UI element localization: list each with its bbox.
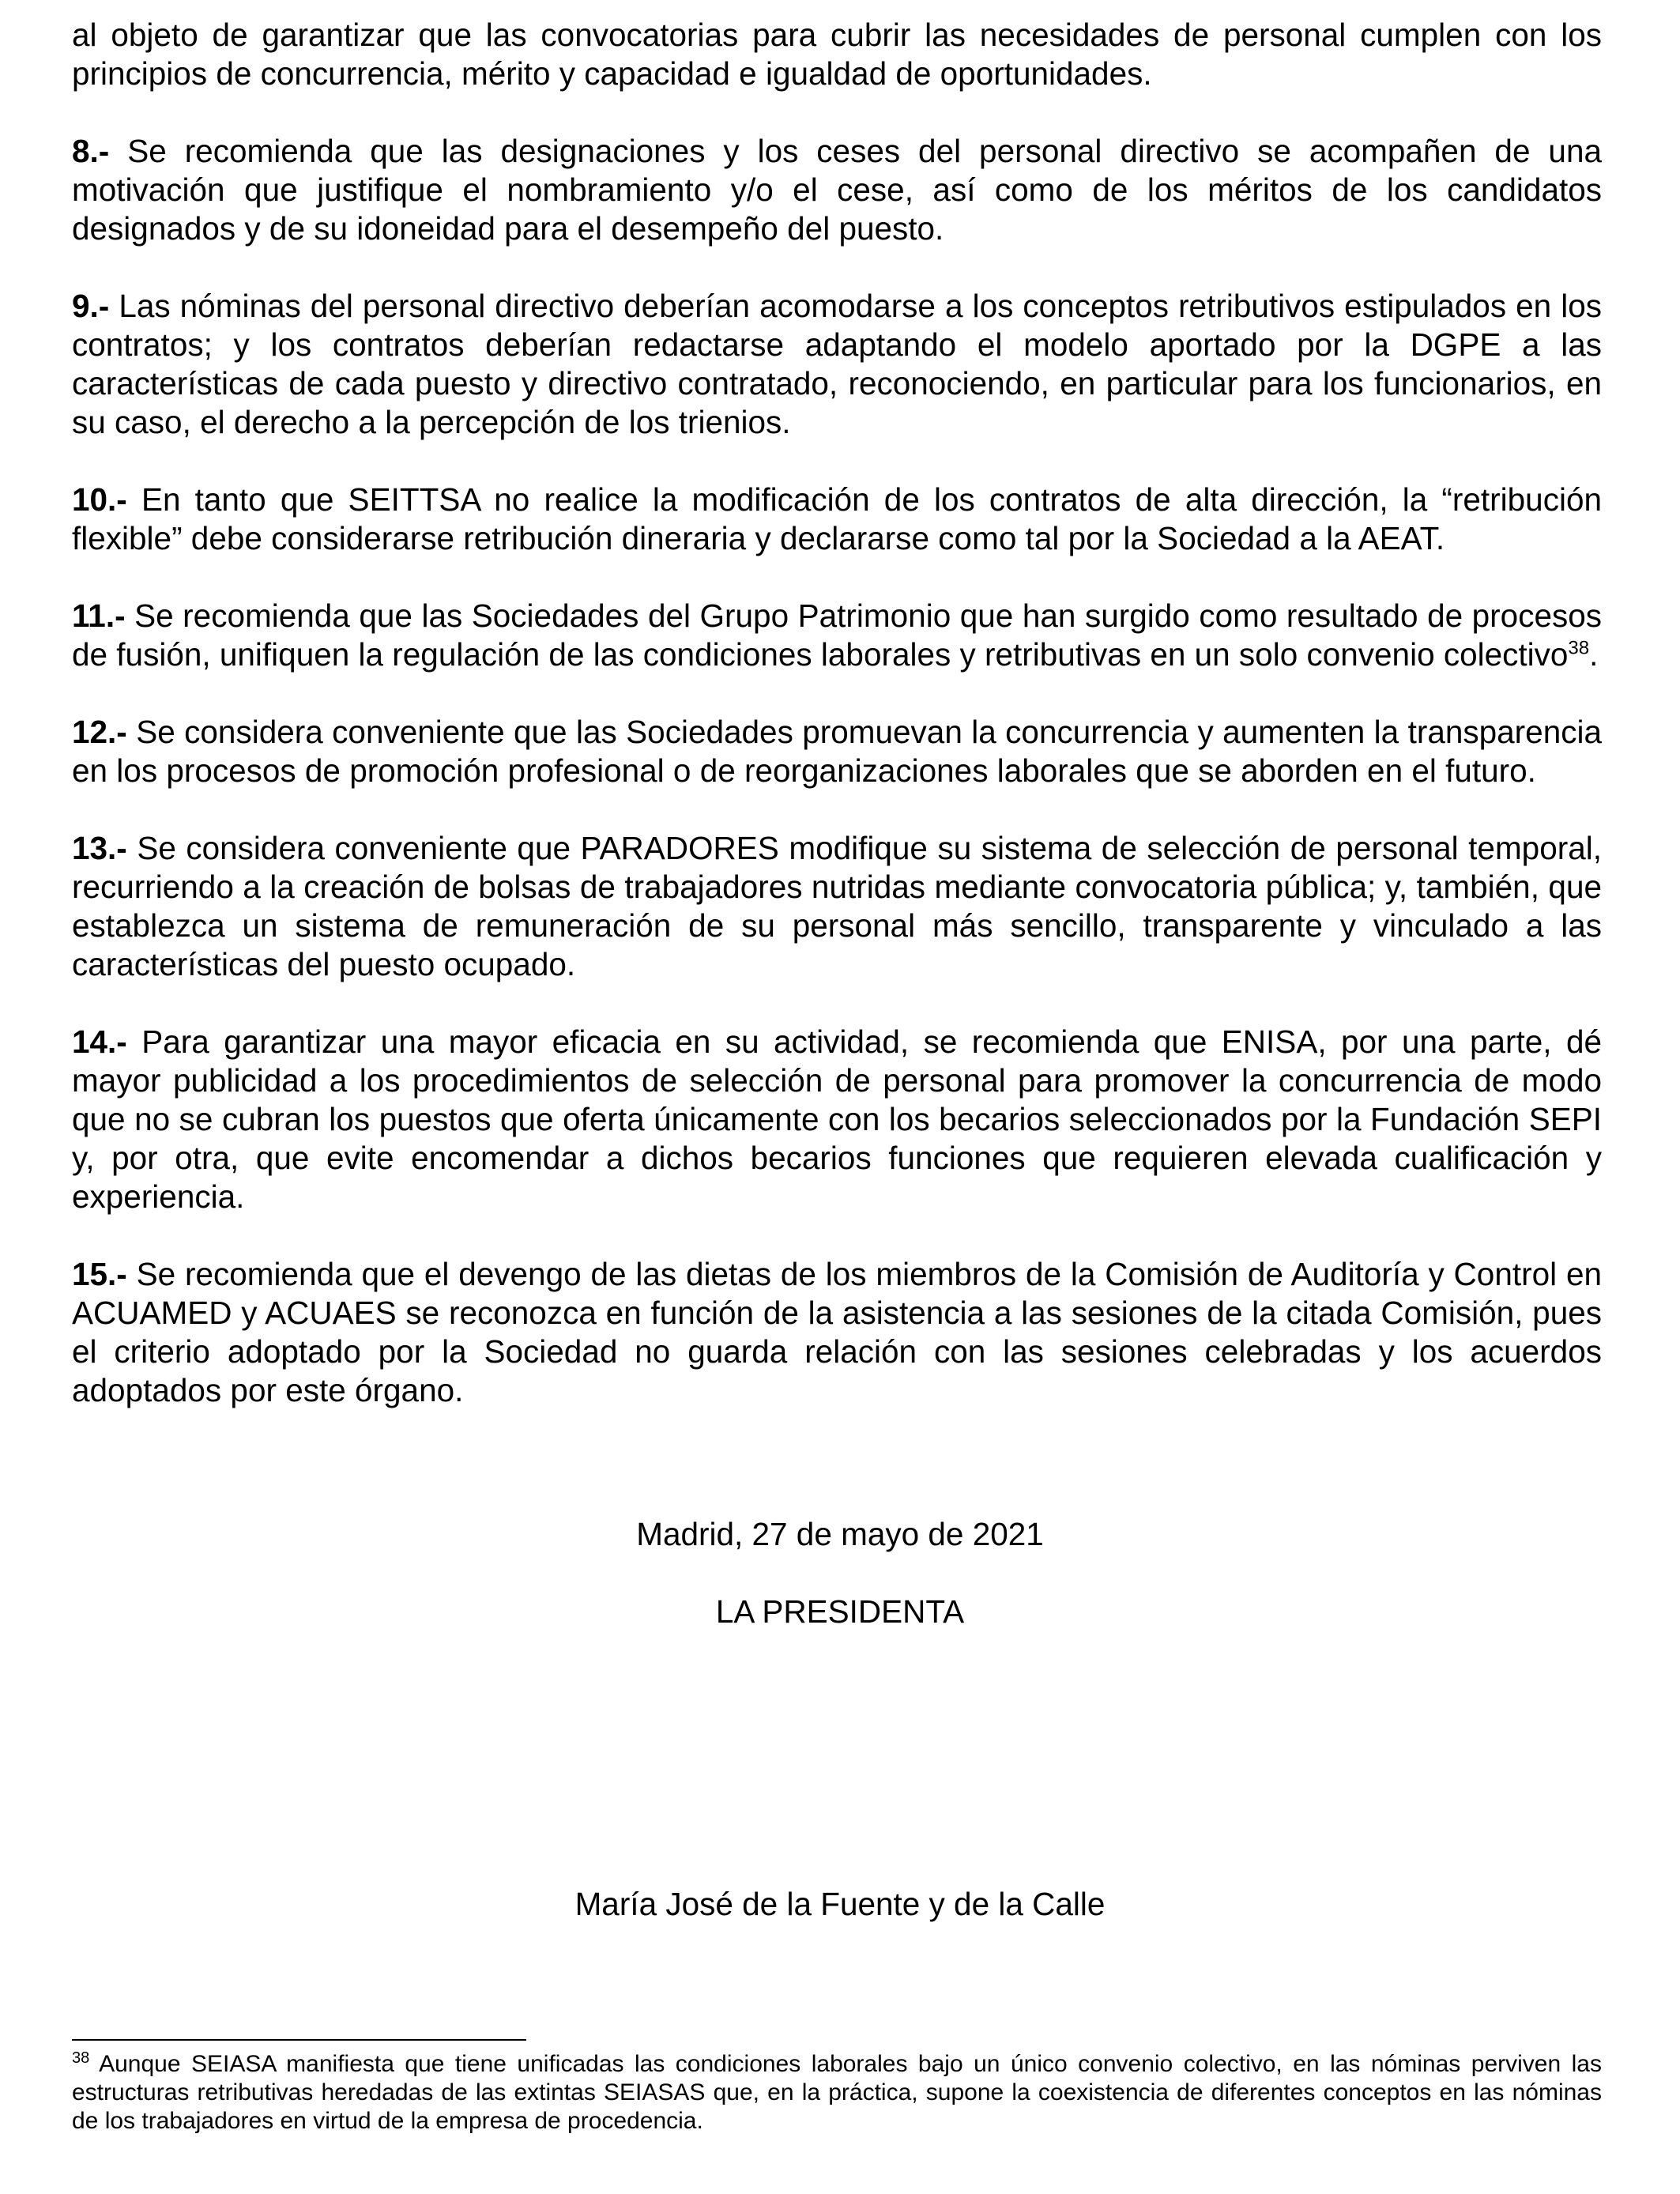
recommendation-number: 14.- xyxy=(72,1023,127,1060)
footnote-mark: 38 xyxy=(72,2049,90,2067)
recommendation-number: 13.- xyxy=(72,830,127,866)
footnote-separator xyxy=(72,2039,526,2041)
recommendation-text: Se considera conveniente que las Sociedades promuevan la concurrencia y aumenten la transparencia en los procesos de promoción profesional o de reorganizaciones laborales que se aborden en el futuro. xyxy=(72,714,1602,789)
date-line: Madrid, 27 de mayo de 2021 xyxy=(636,1516,1044,1552)
footnote-reference[interactable]: 38 xyxy=(1568,637,1590,659)
recommendation-text: En tanto que SEITTSA no realice la modificación de los contratos de alta dirección, la “retribución flexible” debe considerarse retribución dineraria y declararse como tal por la Sociedad a la AEAT. xyxy=(72,481,1602,556)
footnote-text: Aunque SEIASA manifiesta que tiene unificadas las condiciones laborales bajo un único convenio colectivo, en las nóminas perviven las estructuras retributivas heredadas de las extintas SEIASAS que, en la práctica, supone la coexistencia de diferentes conceptos en las nóminas de los trabajadores en virtud de la empresa de procedencia. xyxy=(72,2051,1602,2134)
recommendation-text: Se recomienda que el devengo de las dietas de los miembros de la Comisión de Auditoría y Control en ACUAMED y ACUAES se reconozca en función de la asistencia a las sesiones de la citada Comisión, pues el criterio adoptado por la Sociedad no guarda relación con las sesiones celebradas y los acuerdos adoptados por este órgano. xyxy=(72,1256,1602,1408)
recommendation-14 xyxy=(72,1023,1602,1216)
recommendation-9 xyxy=(72,287,1602,442)
recommendation-8 xyxy=(72,132,1602,248)
recommendation-number: 9.- xyxy=(72,288,110,324)
recommendation-text: Se recomienda que las Sociedades del Grupo Patrimonio que han surgido como resultado de procesos de fusión, unifiquen la regulación de las condiciones laborales y retributivas en un solo convenio colectivo xyxy=(72,598,1602,673)
recommendation-text: Se considera conveniente que PARADORES modifique su sistema de selección de personal temporal, recurriendo a la creación de bolsas de trabajadores nutridas mediante convocatoria pública; y, también, que establezca un sistema de remuneración de su personal más sencillo, transparente y vinculado a las características del puesto ocupado. xyxy=(72,830,1602,982)
recommendation-number: 15.- xyxy=(72,1256,127,1292)
signatory-name: María José de la Fuente y de la Calle xyxy=(574,1886,1106,1922)
recommendation-13 xyxy=(72,829,1602,984)
recommendation-number: 10.- xyxy=(72,481,127,518)
recommendation-11 xyxy=(72,597,1602,674)
recommendation-15 xyxy=(72,1255,1602,1410)
recommendation-text: Para garantizar una mayor eficacia en su actividad, se recomienda que ENISA, por una parte, dé mayor publicidad a los procedimientos de selección de personal para promover la concurrencia de modo que no se cubran los puestos que oferta únicamente con los becarios seleccionados por la Fundación SEPI y, por otra, que evite encomendar a dichos becarios funciones que requieren elevada cualificación y experiencia. xyxy=(72,1023,1602,1215)
recommendations-body xyxy=(72,16,1602,1449)
recommendation-number: 8.- xyxy=(72,133,110,169)
recommendation-number: 12.- xyxy=(72,714,127,750)
intro-paragraph: al objeto de garantizar que las convocatorias para cubrir las necesidades de personal cumplen con los principios de concurrencia, mérito y capacidad e igualdad de oportunidades. xyxy=(72,17,1602,92)
recommendation-text: Las nóminas del personal directivo deberían acomodarse a los conceptos retributivos estipulados en los contratos; y los contratos deberían redactarse adaptando el modelo aportado por la DGPE a las características de cada puesto y directivo contratado, reconociendo, en particular para los funcionarios, en su caso, el derecho a la percepción de los trienios. xyxy=(72,288,1602,440)
recommendation-10 xyxy=(72,481,1602,558)
recommendation-number: 11.- xyxy=(72,598,126,634)
recommendation-text-end: . xyxy=(1589,636,1599,673)
signatory-title: LA PRESIDENTA xyxy=(715,1593,965,1630)
recommendation-12 xyxy=(72,713,1602,790)
recommendation-text: Se recomienda que las designaciones y los ceses del personal directivo se acompañen de una motivación que justifique el nombramiento y/o el cese, así como de los méritos de los candidatos designados y de su idoneidad para el desempeño del puesto. xyxy=(72,133,1602,247)
footnote xyxy=(72,2050,1602,2136)
